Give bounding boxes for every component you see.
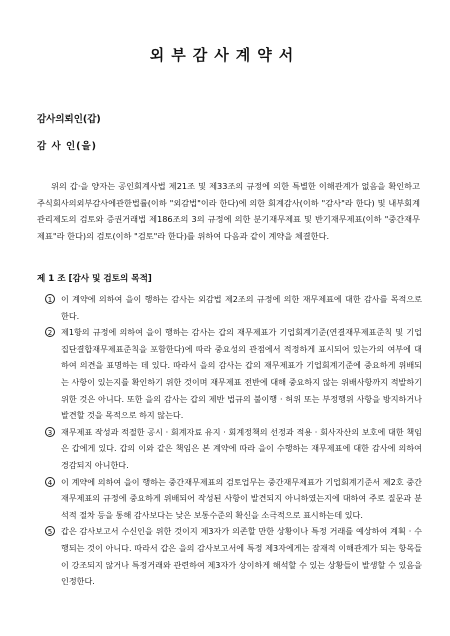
article-1-title: 제 1 조 [감사 및 검토의 목적] <box>37 274 152 284</box>
item-text: 제1항의 규정에 의하여 을이 행하는 감사는 갑의 재무제표가 기업회계기준(연결재무제표준칙 및 기업집단결합재무제표준칙을 포함한다)에 따라 중요성의 관점에서 적정하게 표시되어 있는가의 여부에 대하여 의견을 표명하는 데 있다. 따라서 을의 감사는 갑의 재무제표가 기업회계기준에 중요하게 위배되는 사항이 있는지를 확인하기 위한 것이며 재무제표 전반에 대해 중요하지 않는 위배사항까지 적발하기 위한 것은 아니다. 또한 을의 감사는 갑의 제반 법규의 불이행 · 허위 또는 부정행위 사항을 방지하거나 발견할 것을 목적으로 하지 않는다. <box>61 327 422 421</box>
item-number: 1 <box>45 294 55 304</box>
item-number: 4 <box>45 477 55 487</box>
preamble-paragraph <box>37 178 420 244</box>
item-text: 이 계약에 의하여 을이 행하는 중간재무제표의 검토업무는 중간재무제표가 기업회계기준서 제2호 중간재무제표의 규정에 중요하게 위배되어 작성된 사항이 발견되지 아니하였는지에 대하여 주로 질문과 분석적 절차 등을 통해 감사보다는 낮은 보통수준의 확신을 소극적으로 표시하는데 있다. <box>61 476 422 520</box>
list-item <box>37 291 422 324</box>
party-b-label: 감 사 인(을) <box>37 141 98 152</box>
list-item <box>37 523 422 589</box>
preamble-text: 위의 갑·을 양자는 공인회계사법 제21조 및 제33조의 규정에 의한 특별한 이해관계가 없음을 확인하고 주식회사의외부감사에관한법률(이하 "외감법"이라 한다)에 의한 회계감사(이하 "감사"라 한다) 및 내부회계관리제도의 검토와 증권거래법 제186조의 3의 규정에 의한 분기재무제표 및 반기재무제표(이하 "중간재무제표"라 한다)의 검토(이하 "검토"라 한다)를 위하여 다음과 같이 계약을 체결한다. <box>37 181 420 241</box>
article-1-items <box>37 291 422 590</box>
item-text: 재무제표 작성과 적절한 공시 · 회계자료 유지 · 회계정책의 선정과 적용 · 회사자산의 보호에 대한 책임은 갑에게 있다. 갑의 이와 같은 책임은 본 계약에 따라 을이 수행하는 재무제표에 대한 감사에 의하여 경감되지 아니한다. <box>61 426 422 470</box>
party-a-label: 감사의뢰인(갑) <box>37 114 101 125</box>
item-text: 갑은 감사보고서 수신인을 위한 것이지 제3자가 의존할 만한 상황이나 특정 거래를 예상하여 계획 · 수행되는 것이 아니다. 따라서 갑은 을의 감사보고서에 특정 제3자에게는 잠재적 이해관계가 되는 항목들이 강조되지 않거나 특정거래와 관련하여 제3자가 상이하게 해석할 수 있는 상황들이 발생할 수 있음을 인정한다. <box>61 526 422 587</box>
item-number: 2 <box>45 327 55 337</box>
list-item <box>37 424 422 474</box>
list-item <box>37 324 422 424</box>
document-title: 외부감사계약서 <box>149 46 301 64</box>
list-item <box>37 474 422 524</box>
item-number: 3 <box>45 427 55 437</box>
item-number: 5 <box>45 526 55 536</box>
item-text: 이 계약에 의하여 을이 행하는 감사는 외감법 제2조의 규정에 의한 재무제표에 대한 감사를 목적으로 한다. <box>61 294 422 321</box>
